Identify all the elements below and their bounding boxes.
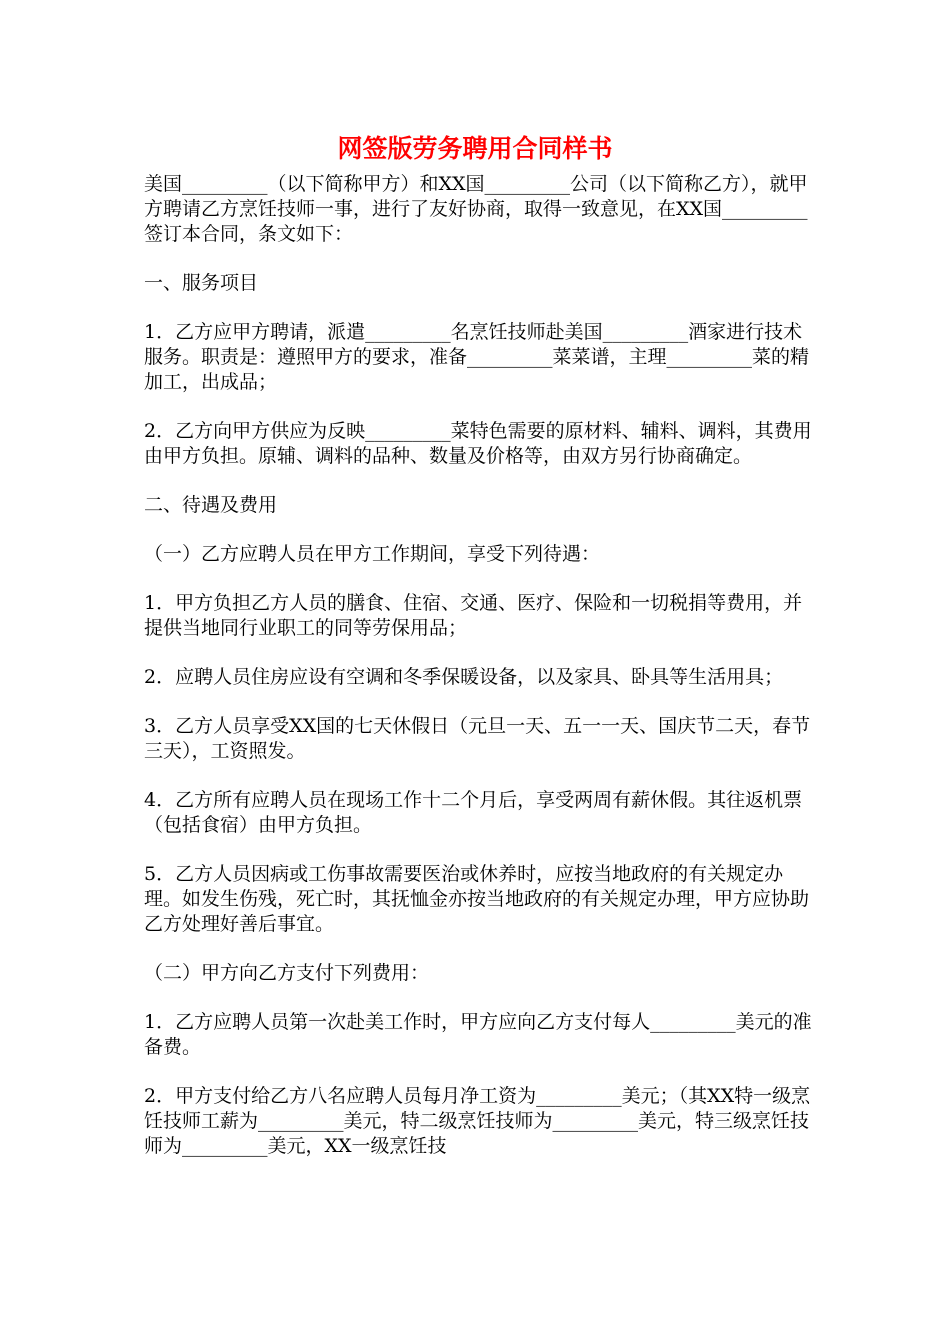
document-title: 网签版劳务聘用合同样书 — [337, 134, 613, 163]
paragraph-benefit-1: 1．甲方负担乙方人员的膳食、住宿、交通、医疗、保险和一切税捐等费用，并提供当地同行业职工的同等劳保用品； — [144, 592, 803, 639]
paragraph-benefit-5: 5．乙方人员因病或工伤事故需要医治或休养时，应按当地政府的有关规定办理。如发生伤残，死亡时，其抚恤金亦按当地政府的有关规定办理，甲方应协助乙方处理好善后事宜。 — [144, 863, 810, 935]
section-heading-service: 一、服务项目 — [144, 272, 259, 294]
paragraph-service-2: 2．乙方向甲方供应为反映_________菜特色需要的原材料、辅料、调料，其费用由甲方负担。原辅、调料的品种、数量及价格等，由双方另行协商确定。 — [144, 420, 812, 467]
paragraph-payment-2: 2．甲方支付给乙方八名应聘人员每月净工资为_________美元；（其XX特一级烹饪技师工薪为_________美元，特二级烹饪技师为_________美元，特三级烹饪技师为_________美元，XX一级烹饪技 — [144, 1085, 811, 1157]
section-heading-benefits: 二、待遇及费用 — [144, 494, 278, 516]
subsection-heading-benefits: （一）乙方应聘人员在甲方工作期间，享受下列待遇： — [144, 543, 601, 565]
paragraph-payment-1: 1．乙方应聘人员第一次赴美工作时，甲方应向乙方支付每人_________美元的准备费。 — [144, 1011, 812, 1058]
paragraph-benefit-2: 2．应聘人员住房应设有空调和冬季保暖设备，以及家具、卧具等生活用具； — [144, 666, 784, 688]
paragraph-benefit-3: 3．乙方人员享受XX国的七天休假日（元旦一天、五一一天、国庆节二天，春节三天），工资照发。 — [144, 715, 811, 762]
paragraph-benefit-4: 4．乙方所有应聘人员在现场工作十二个月后，享受两周有薪休假。其往返机票（包括食宿）由甲方负担。 — [144, 789, 803, 836]
paragraph-intro: 美国_________（以下简称甲方）和XX国_________公司（以下简称乙方），就甲方聘请乙方烹饪技师一事，进行了友好协商，取得一致意见，在XX国_________签订本合同，条文如下： — [144, 173, 808, 245]
subsection-heading-payments: （二）甲方向乙方支付下列费用： — [144, 962, 430, 984]
document-body — [144, 172, 812, 1159]
paragraph-service-1: 1．乙方应甲方聘请，派遣_________名烹饪技师赴美国_________酒家进行技术服务。职责是：遵照甲方的要求，准备_________菜菜谱，主理_________菜的精加工，出成品； — [144, 321, 810, 393]
